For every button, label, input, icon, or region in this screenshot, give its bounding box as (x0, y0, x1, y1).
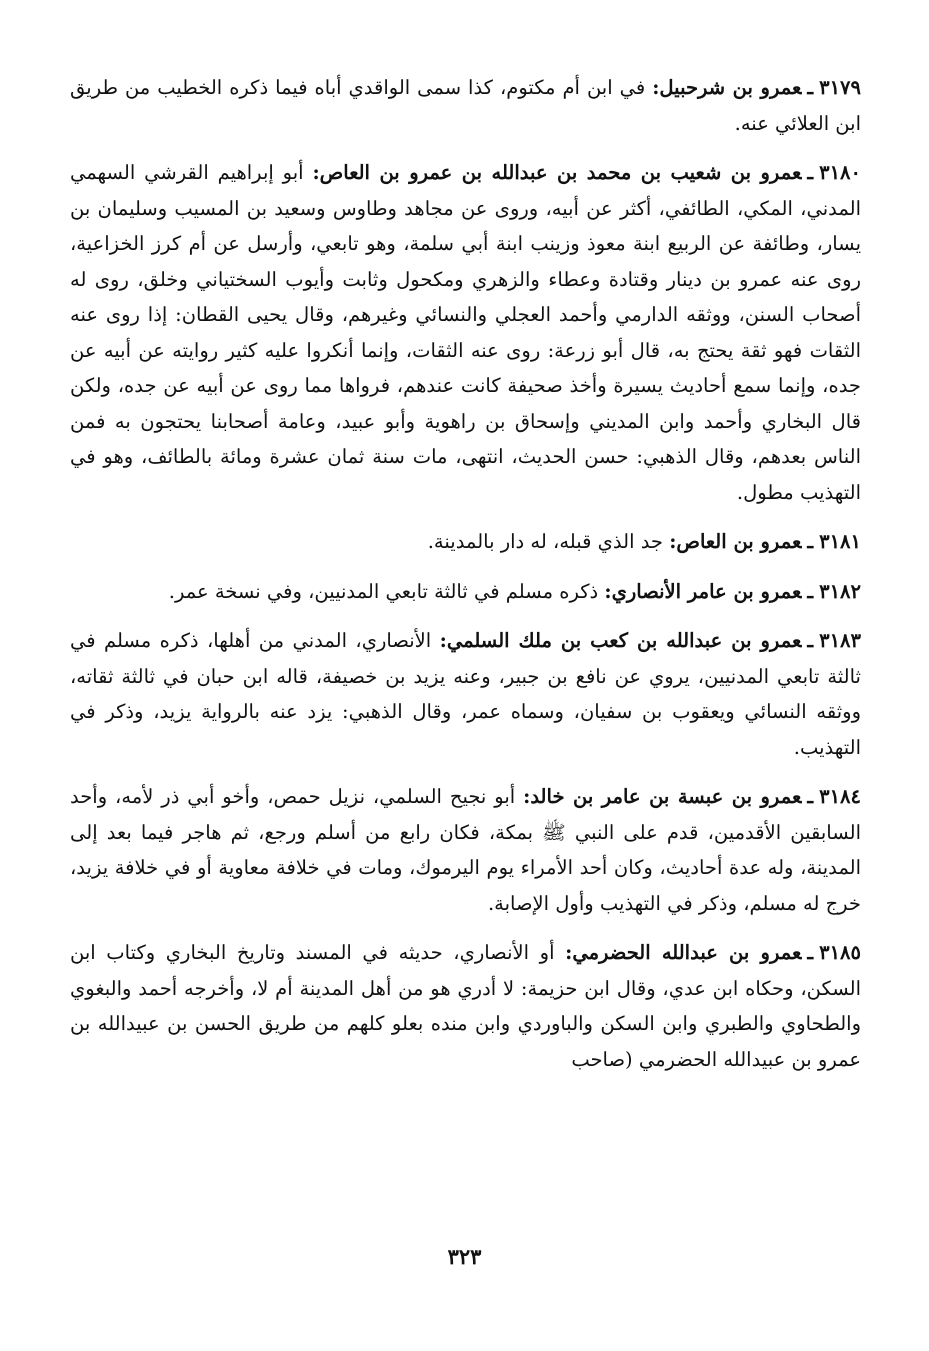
entry-number: ٣١٧٩ (819, 76, 862, 99)
entry-dash: ـ (807, 579, 814, 603)
entry-name: عمرو بن العاص: (669, 530, 802, 553)
page-number: ٣٢٣ (447, 1244, 482, 1269)
entry-name: عمرو بن شعيب بن محمد بن عبدالله بن عمرو بن العاص: (312, 161, 802, 184)
entry-name: عمرو بن عبسة بن عامر بن خالد: (523, 785, 802, 808)
entry-text: ذكره مسلم في ثالثة تابعي المدنيين، وفي نسخة عمر. (168, 579, 599, 603)
entry-number: ٣١٨٠ (819, 161, 861, 184)
entry-text: أبو نجيح السلمي، نزيل حمص، وأخو أبي ذر لأمه، وأحد السابقين الأقدمين، قدم على النبي ﷺ بمكة، فكان رابع من أسلم ورجع، ثم هاجر فيما بعد إلى المدينة، وله عدة أحاديث، وكان أحد الأمراء يوم اليرموك، ومات في خلافة معاوية أو في خلافة يزيد، خرج له مسلم، وذكر في التهذيب وأول الإصابة. (70, 785, 861, 915)
entry-number: ٣١٨٢ (819, 579, 861, 603)
entry-name: عمرو بن شرحبيل: (652, 76, 802, 99)
entry-3182 (70, 574, 861, 610)
entry-number: ٣١٨٣ (819, 629, 861, 652)
entry-3185 (70, 935, 861, 1077)
entry-text: أبو إبراهيم القرشي السهمي المدني، المكي، الطائفي، أكثر عن أبيه، وروى عن مجاهد وطاوس وسعيد بن المسيب وسليمان بن يسار، وطائفة عن الربيع ابنة معوذ وزينب ابنة أبي سلمة، وهو تابعي، وأرسل عن أم كرز الخزاعية، روى عنه عمرو بن دينار وقتادة وعطاء والزهري ومكحول وثابت وأيوب السختياني وخلق، روى له أصحاب السنن، ووثقه الدارمي وأحمد العجلي والنسائي وغيرهم، وقال يحيى القطان: إذا روى عنه الثقات فهو ثقة يحتج به، قال أبو زرعة: روى عنه الثقات، وإنما أنكروا عليه كثير روايته عن أبيه عن جده، وإنما سمع أحاديث يسيرة وأخذ صحيفة كانت عندهم، فرواها مما روى عن أبيه عن جده، ولكن قال البخاري وأحمد وابن المديني وإسحاق بن راهوية وأبو عبيد، وعامة أصحابنا يحتجون به فمن الناس بعدهم، وقال الذهبي: حسن الحديث، انتهى، مات سنة ثمان عشرة ومائة بالطائف، وهو في التهذيب مطول. (70, 161, 861, 504)
entry-3179 (70, 70, 861, 141)
entry-dash: ـ (807, 530, 814, 553)
entry-name: عمرو بن عامر الأنصاري: (604, 579, 802, 603)
entry-dash: ـ (807, 941, 814, 964)
entry-number: ٣١٨١ (819, 530, 861, 553)
entry-3183 (70, 623, 861, 765)
entry-name: عمرو بن عبدالله الحضرمي: (565, 941, 802, 964)
entry-dash: ـ (807, 161, 814, 184)
entry-text: الأنصاري، المدني من أهلها، ذكره مسلم في ثالثة تابعي المدنيين، يروي عن نافع بن جبير، وعنه يزيد بن خصيفة، قاله ابن حبان في ثالثة ثقاته، ووثقه النسائي ويعقوب بن سفيان، وسماه عمر، وقال الذهبي: يزد عنه بالرواية يزيد، وذكر في التهذيب. (70, 629, 861, 759)
entry-dash: ـ (807, 785, 814, 808)
entry-dash: ـ (807, 629, 814, 652)
entry-text: أو الأنصاري، حديثه في المسند وتاريخ البخاري وكتاب ابن السكن، وحكاه ابن عدي، وقال ابن حزيمة: لا أدري هو من أهل المدينة أم لا، وأخرجه أحمد والبغوي والطحاوي والطبري وابن السكن والباوردي وابن منده بعلو كلهم من طريق الحسن بن عبيدالله بن عمرو بن عبيدالله الحضرمي (صاحب (70, 941, 861, 1071)
entry-number: ٣١٨٤ (819, 785, 861, 808)
entries-list (70, 70, 861, 1077)
entry-3180 (70, 155, 861, 510)
entry-text: جد الذي قبله، له دار بالمدينة. (427, 530, 663, 553)
entry-text: في ابن أم مكتوم، كذا سمى الواقدي أباه فيما ذكره الخطيب من طريق ابن العلائي عنه. (70, 76, 861, 135)
entry-dash: ـ (807, 76, 814, 99)
entry-3181 (70, 524, 861, 560)
entry-3184 (70, 779, 861, 921)
entry-name: عمرو بن عبدالله بن كعب بن ملك السلمي: (439, 629, 802, 652)
entry-number: ٣١٨٥ (819, 941, 862, 964)
